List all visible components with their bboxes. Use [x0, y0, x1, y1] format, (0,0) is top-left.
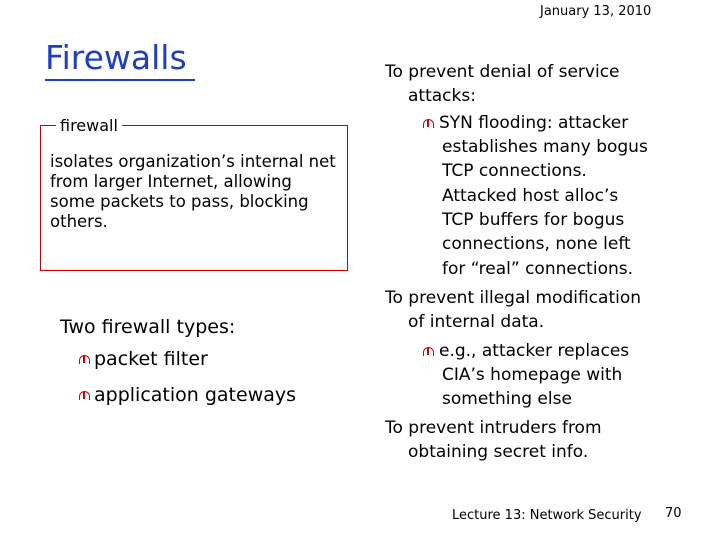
purpose-bullet-text: e.g., attacker replaces	[439, 341, 630, 361]
list-item	[78, 348, 208, 370]
bullet-icon	[78, 353, 90, 365]
purpose-bullet-text: SYN flooding: attacker	[439, 113, 629, 133]
purpose-heading-cont: of internal data.	[408, 312, 545, 332]
purpose-heading-cont: obtaining secret info.	[408, 442, 589, 462]
date-label: January 13, 2010	[540, 4, 652, 19]
bullet-icon	[422, 345, 434, 357]
purpose-heading-cont: attacks:	[408, 86, 476, 106]
purpose-heading: To prevent denial of service	[385, 62, 620, 82]
definition-label: firewall	[56, 116, 122, 135]
list-item-label: application gateways	[94, 384, 297, 406]
purpose-bullet-cont: connections, none left	[442, 234, 631, 254]
title-underline	[45, 79, 195, 81]
footer-lecture-label: Lecture 13: Network Security	[452, 508, 642, 523]
bullet-icon	[422, 117, 434, 129]
purpose-bullet-cont: CIA’s homepage with	[442, 365, 623, 385]
purpose-heading: To prevent intruders from	[385, 418, 602, 438]
purpose-bullet	[422, 113, 628, 133]
list-item	[78, 384, 296, 406]
purpose-bullet-cont: TCP connections.	[442, 161, 587, 181]
purpose-bullet-cont: TCP buffers for bogus	[442, 210, 625, 230]
bullet-icon	[78, 389, 90, 401]
list-item-label: packet filter	[94, 348, 208, 370]
purpose-bullet	[422, 341, 629, 361]
purpose-bullet-cont: establishes many bogus	[442, 137, 648, 157]
slide-title: Firewalls	[45, 38, 187, 77]
page-number: 70	[665, 506, 682, 521]
types-heading: Two firewall types:	[60, 316, 236, 338]
definition-text: isolates organization’s internal net from larger Internet, allowing some packets to pass, blocking others.	[50, 152, 336, 231]
purpose-bullet-cont: Attacked host alloc’s	[442, 186, 619, 206]
purpose-bullet-cont: for “real” connections.	[442, 259, 634, 279]
purpose-heading: To prevent illegal modification	[385, 288, 642, 308]
purpose-bullet-cont: something else	[442, 389, 572, 409]
